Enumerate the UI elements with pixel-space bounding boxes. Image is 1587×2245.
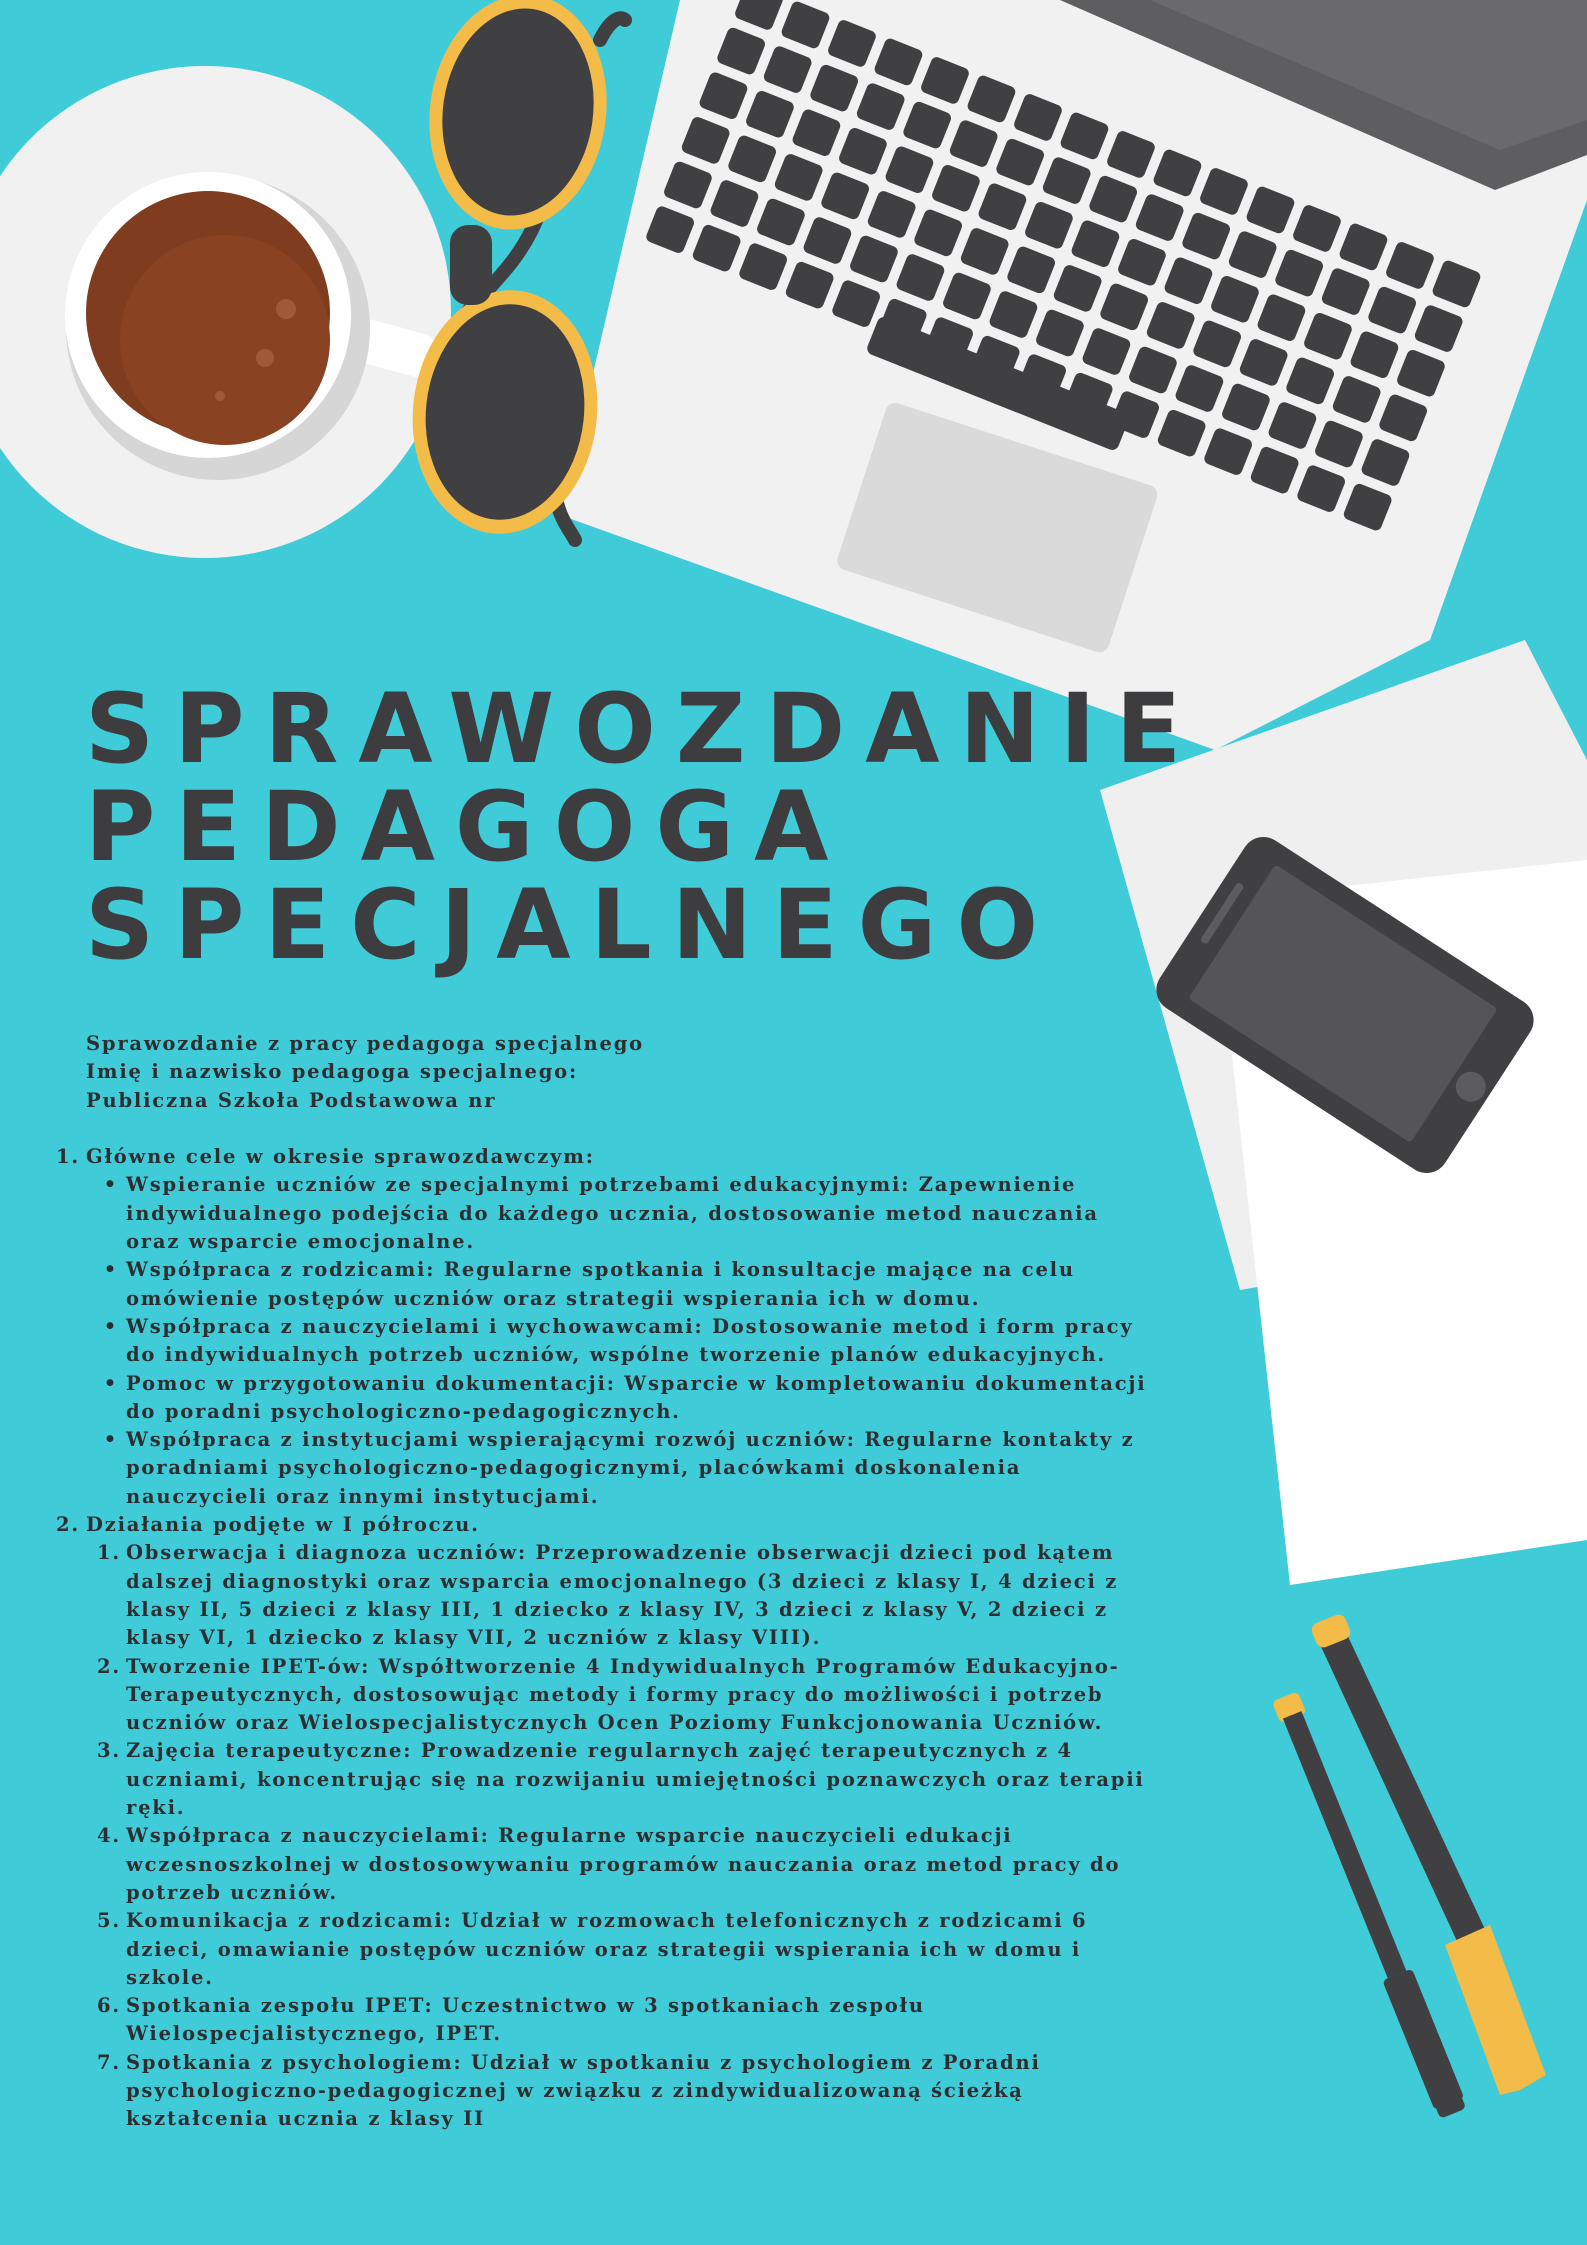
laptop-icon [560, 0, 1587, 750]
section-1-heading [46, 1143, 1326, 1171]
list-item: • Wspieranie uczniów ze specjalnymi potrzebami edukacyjnymi: Zapewnienie indywidualnego podejścia do każdego ucznia, dostosowanie metod nauczania oraz wsparcie emocjonalne. [103, 1173, 1099, 1254]
report-header-line: Imię i nazwisko pedagoga specjalnego: [86, 1060, 578, 1084]
page-title [85, 673, 1202, 981]
list-item: 6. Spotkania zespołu IPET: Uczestnictwo w 3 spotkaniach zespołu Wielospecjalistycznego, IPET. [97, 1994, 925, 2046]
coffee-cup-icon [0, 66, 451, 558]
title-line: PEDAGOGA [85, 771, 849, 883]
goals-list [86, 1171, 1326, 1511]
section-number: 1. [56, 1145, 80, 1169]
actions-list [86, 1539, 1326, 2133]
list-item: 7. Spotkania z psychologiem: Udział w spotkaniu z psychologiem z Poradni psychologiczno-pedagogicznej w związku z zindywidualizowaną ścieżką kształcenia ucznia z klasy II [97, 2050, 1041, 2131]
report-body [56, 1030, 1326, 2134]
list-item: • Współpraca z nauczycielami i wychowawcami: Dostosowanie metod i form pracy do indywidualnych potrzeb uczniów, wspólne tworzenie planów edukacyjnych. [103, 1314, 1134, 1367]
section-2-heading [46, 1511, 1326, 1539]
section-title: Główne cele w okresie sprawozdawczym: [86, 1145, 595, 1169]
title-line: SPECJALNEGO [85, 869, 1059, 981]
section-title: Działania podjęte w I półroczu. [86, 1513, 480, 1537]
list-item: 2. Tworzenie IPET-ów: Współtworzenie 4 Indywidualnych Programów Edukacyjno- Terapeutycznych, dostosowując metody i formy pracy do możliwości i potrzeb uczniów oraz Wielospecjalistycznych Ocen Poziomy Funkcjonowania Uczniów. [97, 1654, 1120, 1735]
list-item: • Współpraca z rodzicami: Regularne spotkania i konsultacje mające na celu omówienie postępów uczniów oraz strategii wspierania ich w domu. [103, 1258, 1075, 1310]
section-number: 2. [56, 1513, 80, 1537]
list-item: 5. Komunikacja z rodzicami: Udział w rozmowach telefonicznych z rodzicami 6 dzieci, omawianie postępów uczniów oraz strategii wspierania ich w domu i szkole. [97, 1909, 1088, 1989]
report-header-line: Publiczna Szkoła Podstawowa nr [86, 1088, 497, 1112]
title-line: SPRAWOZDANIE [85, 673, 1202, 785]
list-item: 3. Zajęcia terapeutyczne: Prowadzenie regularnych zajęć terapeutycznych z 4 uczniami, koncentrując się na rozwijaniu umiejętności poznawczych oraz terapii ręki. [97, 1739, 1145, 1820]
report-header-line: Sprawozdanie z pracy pedagoga specjalnego [86, 1032, 644, 1055]
list-item: • Współpraca z instytucjami wspierającymi rozwój uczniów: Regularne kontakty z poradniami psychologiczno-pedagogicznymi, placówkami doskonalenia nauczycieli oraz innymi instytucjami. [103, 1428, 1135, 1508]
list-item: 4. Współpraca z nauczycielami: Regularne wsparcie nauczycieli edukacji wczesnoszkolnej w dostosowywaniu programów nauczania oraz metod pracy do potrzeb uczniów. [97, 1824, 1121, 1904]
list-item: 1. Obserwacja i diagnoza uczniów: Przeprowadzenie obserwacji dzieci pod kątem dalszej diagnostyki oraz wsparcia emocjonalnego (3 dzieci z klasy I, 4 dzieci z klasy II, 5 dzieci z klasy III, 1 dziecko z klasy IV, 3 dzieci z klasy V, 2 dzieci z klasy VI, 1 dziecko z klasy VII, 2 uczniów z klasy VIII). [97, 1541, 1119, 1650]
list-item: • Pomoc w przygotowaniu dokumentacji: Wsparcie w kompletowaniu dokumentacji do poradni psychologiczno-pedagogicznych. [103, 1371, 1147, 1423]
